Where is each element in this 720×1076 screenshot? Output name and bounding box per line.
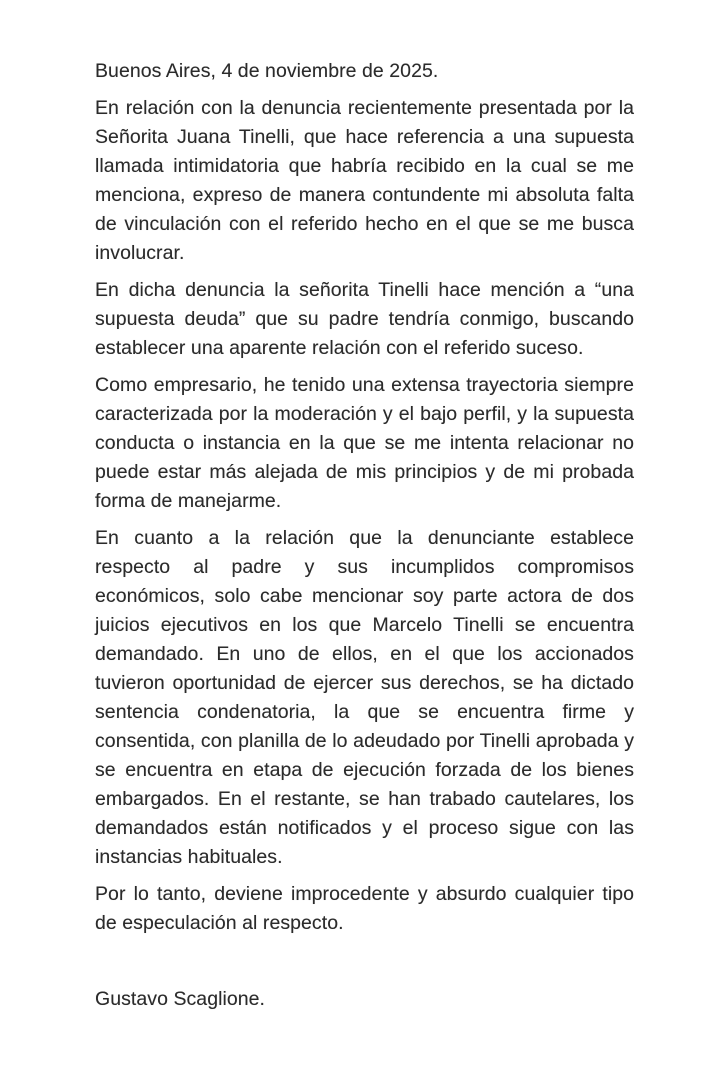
paragraph-3: Como empresario, he tenido una extensa trayectoria siempre caracterizada por la moderación y el bajo perfil, y la supuesta conducta o instancia en la que se me intenta relacionar no puede estar más alejada de mis principios y de mi probada forma de manejarme. [95, 374, 634, 512]
paragraph-4: En cuanto a la relación que la denunciante establece respecto al padre y sus incumplidos compromisos económicos, solo cabe mencionar soy parte actora de dos juicios ejecutivos en los que Marcelo Tinelli se encuentra demandado. En uno de ellos, en el que los accionados tuvieron oportunidad de ejercer sus derechos, se ha dictado sentencia condenatoria, la que se encuentra firme y consentida, con planilla de lo adeudado por Tinelli aprobada y se encuentra en etapa de ejecución forzada de los bienes embargados. En el restante, se han trabado cautelares, los demandados están notificados y el proceso sigue con las instancias habituales. [95, 527, 634, 868]
signature-block [95, 985, 634, 1014]
dateline: Buenos Aires, 4 de noviembre de 2025. [95, 60, 439, 82]
paragraph-1: En relación con la denuncia recientemente presentada por la Señorita Juana Tinelli, que hace referencia a una supuesta llamada intimidatoria que habría recibido en la cual se me menciona, expreso de manera contundente mi absoluta falta de vinculación con el referido hecho en el que se me busca involucrar. [95, 97, 634, 264]
paragraph-5: Por lo tanto, deviene improcedente y absurdo cualquier tipo de especulación al respecto. [95, 883, 634, 934]
signature-name: Gustavo Scaglione. [95, 988, 266, 1010]
paragraph-2: En dicha denuncia la señorita Tinelli hace mención a “una supuesta deuda” que su padre tendría conmigo, buscando establecer una aparente relación con el referido suceso. [95, 279, 634, 359]
document-text-body [95, 57, 634, 1014]
